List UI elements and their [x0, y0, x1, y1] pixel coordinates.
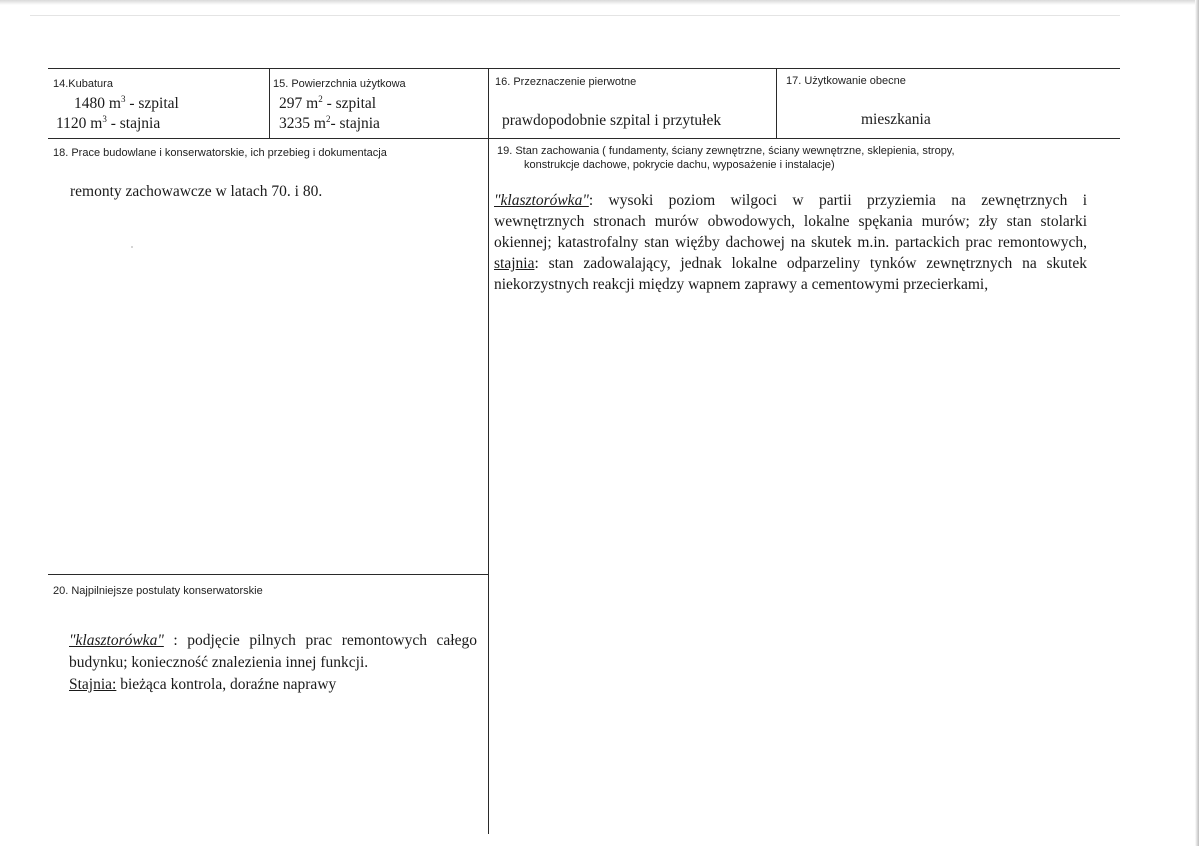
- field-19-line-5: niekorzystnych reakcji między wapnem zaprawy a cementowymi przecierkami,: [494, 276, 989, 293]
- field-14-line2-number: 1120 m: [56, 115, 103, 132]
- field-16-value: prawdopodobnie szpital i przytułek: [502, 112, 722, 129]
- field-14-line1-suffix: - szpital: [125, 95, 179, 112]
- field-20-klasztorowka-text: : podjęcie pilnych prac remontowych całego: [163, 632, 477, 649]
- field-19-line-4: [494, 254, 1087, 274]
- table-top-border: [48, 68, 1120, 69]
- field-16-label: 16. Przeznaczenie pierwotne: [495, 76, 637, 88]
- field-19-line-3: okiennej; katastrofalny stan więźby dachowej na skutek m.in. partackich prac remontowych,: [494, 234, 1087, 251]
- scan-edge-right: [1195, 0, 1199, 846]
- field-18-value: remonty zachowawcze w latach 70. i 80.: [70, 183, 323, 200]
- field-19-stajnia-name: stajnia: [494, 255, 535, 272]
- field-15-line1-suffix: - szpital: [322, 95, 377, 112]
- field-19-line-2: wewnętrznych stronach murów obwodowych, lokalne spękania murów; zły stan stolarki: [494, 213, 1087, 230]
- field-15-value-stajnia: [279, 115, 380, 133]
- scan-edge-top: [0, 0, 1199, 5]
- field-14-label: 14.Kubatura: [53, 78, 113, 90]
- field-20-klasztorowka-name: "klasztorówka": [69, 632, 164, 649]
- field-20-line-2: budynku; konieczność znalezienia innej funkcji.: [69, 654, 369, 671]
- field-15-value-szpital: [279, 95, 376, 113]
- field-20-label: 20. Najpilniejsze postulaty konserwatorskie: [53, 585, 263, 597]
- field-19-klasztorowka-name: "klasztorówka": [494, 192, 589, 209]
- field-14-line2-suffix: - stajnia: [106, 115, 161, 132]
- field-17-value: mieszkania: [861, 111, 931, 128]
- field-17-label: 17. Użytkowanie obecne: [786, 75, 906, 87]
- field-14-value-szpital: [74, 95, 179, 113]
- field-20-line-3: [69, 675, 336, 695]
- faint-top-rule: [30, 15, 1120, 16]
- col-divider-16-17: [776, 68, 777, 138]
- center-column-divider: [488, 68, 489, 834]
- field-20-stajnia-name: Stajnia:: [69, 676, 117, 693]
- field-18-label: 18. Prace budowlane i konserwatorskie, ich przebieg i dokumentacja: [53, 147, 387, 159]
- scan-speck: [131, 246, 133, 248]
- field-14-value-stajnia: [56, 115, 160, 133]
- col-divider-14-15: [269, 68, 270, 138]
- field-14-line1-exponent: 3: [120, 93, 126, 104]
- field-19-label-line2: konstrukcje dachowe, pokrycie dachu, wyposażenie i instalacje): [524, 159, 835, 171]
- field-20-stajnia-text: bieżąca kontrola, doraźne naprawy: [116, 676, 337, 693]
- field-15-line1-exponent: 2: [318, 93, 323, 104]
- field-15-line2-exponent: 2: [325, 113, 331, 124]
- field-19-label-line1: 19. Stan zachowania ( fundamenty, ściany zewnętrzne, ściany wewnętrzne, sklepienia, stropy,: [497, 145, 955, 157]
- field-14-line2-exponent: 3: [102, 113, 107, 124]
- field-15-line1-number: 297 m: [279, 95, 319, 112]
- field-19-klasztorowka-text: : wysoki poziom wilgoci w partii przyziemia na zewnętrznych i: [588, 192, 1087, 209]
- row-divider-1: [48, 138, 1120, 139]
- field-20-line-1: [69, 631, 477, 651]
- left-column-divider: [48, 574, 489, 575]
- field-15-line2-suffix: - stajnia: [330, 115, 380, 132]
- field-15-label: 15. Powierzchnia użytkowa: [273, 78, 406, 90]
- field-19-line-1: [494, 191, 1087, 211]
- field-19-stajnia-text: : stan zadowalający, jednak lokalne odparzeliny tynków zewnętrznych na skutek: [534, 255, 1087, 272]
- field-15-line2-number: 3235 m: [279, 115, 326, 132]
- field-14-line1-number: 1480 m: [74, 95, 121, 112]
